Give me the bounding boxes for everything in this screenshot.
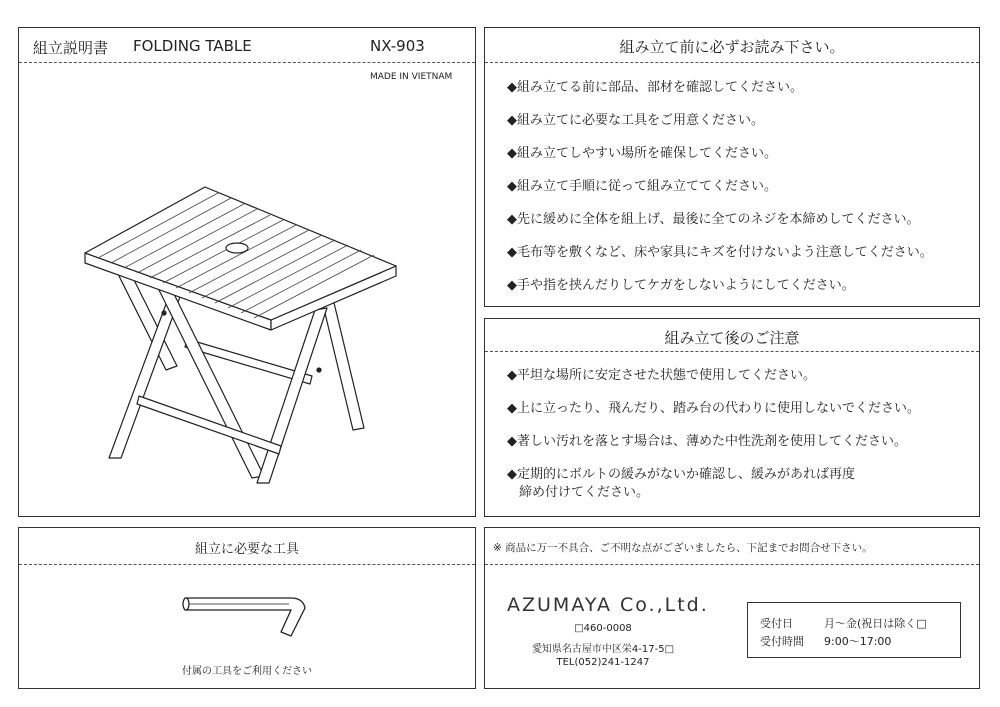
before-item: ◆組み立てしやすい場所を確保してください。 [507,146,777,161]
doc-title-jp: 組立説明書 [33,39,109,57]
model-number: NX-903 [370,37,425,55]
company-address: 愛知県名古屋市中区栄4-17-5□ [531,644,675,655]
after-assembly-title: 組み立て後のご注意 [664,329,800,347]
before-item: ◆組み立て手順に従って組み立ててください。 [507,179,777,194]
before-item: ◆組み立てに必要な工具をご用意ください。 [507,113,764,128]
product-name: FOLDING TABLE [133,37,252,55]
panel-divider [485,351,979,352]
hours-value-days: 月～金(祝日は除く□ [824,617,927,630]
after-item: ◆著しい汚れを落とす場合は、薄めた中性洗剤を使用してください。 [507,434,907,449]
panel-divider [485,564,979,565]
origin-label: MADE IN VIETNAM [370,72,453,82]
hours-box [747,602,961,658]
company-name: AZUMAYA Co.,Ltd. [507,594,709,616]
before-item: ◆毛布等を敷くなど、床や家具にキズを付けないよう注意してください。 [507,245,933,260]
folding-table-icon [19,28,477,518]
panel-divider [485,62,979,63]
tools-panel [18,527,476,689]
hours-value-time: 9:00～17:00 [824,635,892,648]
after-item: ◆定期的にボルトの緩みがないか確認し、緩みがあれば再度 [507,467,855,482]
contact-panel [484,527,980,689]
contact-notice: ※ 商品に万一不具合、ご不明な点がございましたら、下記までお問合せ下さい。 [493,542,873,554]
after-item: ◆上に立ったり、飛んだり、踏み台の代わりに使用しないでください。 [507,401,920,416]
before-item: ◆手や指を挟んだりしてケガをしないようにしてください。 [507,278,855,293]
postal-code: □460-0008 [574,623,632,634]
hours-label-time: 受付時間 [760,635,804,648]
tools-note: 付属の工具をご利用ください [182,666,312,677]
product-panel [18,27,476,517]
before-assembly-panel [484,27,980,307]
before-item: ◆組み立てる前に部品、部材を確認してください。 [507,80,803,95]
hex-key-icon [179,590,319,650]
after-item: ◆平坦な場所に安定させた状態で使用してください。 [507,368,816,383]
hours-label-days: 受付日 [760,617,793,630]
company-tel: TEL(052)241-1247 [556,657,650,668]
before-assembly-title: 組み立て前に必ずお読み下さい。 [619,38,845,56]
after-assembly-panel [484,318,980,517]
tools-title: 組立に必要な工具 [194,542,299,557]
before-item: ◆先に緩めに全体を組上げ、最後に全てのネジを本締めしてください。 [507,212,920,227]
panel-divider [19,564,475,565]
after-item: 締め付けてください。 [519,485,650,500]
